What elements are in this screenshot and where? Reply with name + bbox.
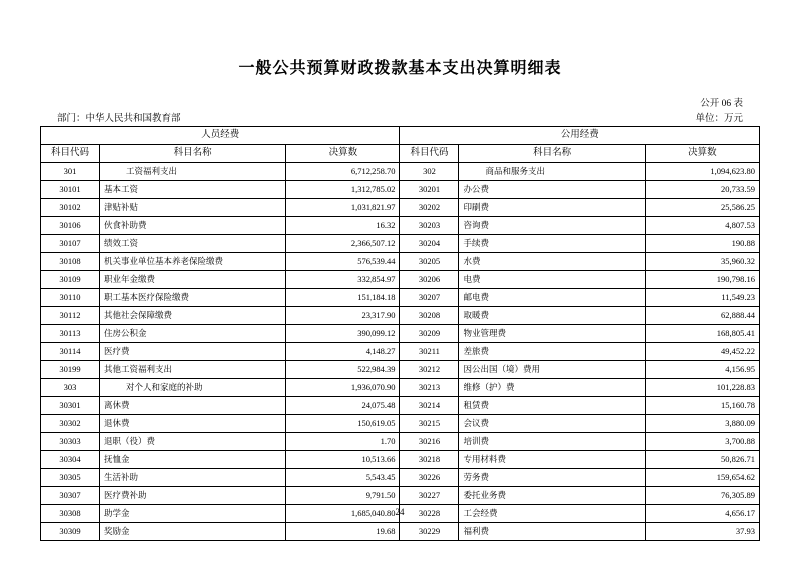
- cell-left-code: 301: [41, 163, 100, 181]
- table-row: [41, 487, 760, 505]
- cell-left-name: 对个人和家庭的补助: [99, 379, 285, 397]
- cell-right-name: 维修（护）费: [459, 379, 645, 397]
- cell-left-code: 30302: [41, 415, 100, 433]
- cell-left-name: 抚恤金: [99, 451, 285, 469]
- page-number: 24: [395, 507, 405, 517]
- cell-right-name: 办公费: [459, 181, 645, 199]
- cell-left-name: 机关事业单位基本养老保险缴费: [99, 253, 285, 271]
- cell-right-value: 76,305.89: [645, 487, 759, 505]
- cell-right-code: 30218: [400, 451, 459, 469]
- cell-left-code: 30107: [41, 235, 100, 253]
- cell-left-code: 30301: [41, 397, 100, 415]
- cell-left-value: 332,854.97: [286, 271, 400, 289]
- table-row: [41, 433, 760, 451]
- cell-left-value: 16.32: [286, 217, 400, 235]
- cell-right-value: 20,733.59: [645, 181, 759, 199]
- cell-right-code: 30227: [400, 487, 459, 505]
- cell-right-name: 委托业务费: [459, 487, 645, 505]
- table-row: [41, 379, 760, 397]
- cell-left-value: 522,984.39: [286, 361, 400, 379]
- cell-left-value: 1,312,785.02: [286, 181, 400, 199]
- cell-right-value: 159,654.62: [645, 469, 759, 487]
- column-header-right-code: 科目代码: [400, 145, 459, 163]
- cell-left-name: 其他社会保障缴费: [99, 307, 285, 325]
- cell-left-code: 30108: [41, 253, 100, 271]
- cell-right-name: 租赁费: [459, 397, 645, 415]
- cell-right-name: 电费: [459, 271, 645, 289]
- cell-right-name: 手续费: [459, 235, 645, 253]
- cell-right-value: 101,228.83: [645, 379, 759, 397]
- unit-note: 单位：万元: [695, 114, 743, 124]
- cell-left-code: 30304: [41, 451, 100, 469]
- table-row: [41, 289, 760, 307]
- cell-right-value: 1,094,623.80: [645, 163, 759, 181]
- cell-left-value: 150,619.05: [286, 415, 400, 433]
- cell-left-name: 津贴补贴: [99, 199, 285, 217]
- table-body: [41, 163, 760, 541]
- cell-right-code: 30216: [400, 433, 459, 451]
- cell-left-code: 30109: [41, 271, 100, 289]
- cell-left-code: 30113: [41, 325, 100, 343]
- cell-right-code: 30202: [400, 199, 459, 217]
- cell-right-value: 4,807.53: [645, 217, 759, 235]
- cell-left-name: 绩效工资: [99, 235, 285, 253]
- cell-right-value: 190.88: [645, 235, 759, 253]
- cell-right-value: 50,826.71: [645, 451, 759, 469]
- department-label: 部门：中华人民共和国教育部: [57, 114, 181, 124]
- table-row: [41, 469, 760, 487]
- group-header-personnel: 人员经费: [41, 127, 400, 145]
- cell-right-code: 30204: [400, 235, 459, 253]
- cell-left-code: 30101: [41, 181, 100, 199]
- column-header-right-name: 科目名称: [459, 145, 645, 163]
- table-row: [41, 343, 760, 361]
- cell-left-value: 576,539.44: [286, 253, 400, 271]
- cell-right-code: 30214: [400, 397, 459, 415]
- cell-left-name: 离休费: [99, 397, 285, 415]
- cell-right-code: 30207: [400, 289, 459, 307]
- cell-right-code: 30208: [400, 307, 459, 325]
- cell-left-code: 30199: [41, 361, 100, 379]
- cell-right-name: 水费: [459, 253, 645, 271]
- cell-left-value: 151,184.18: [286, 289, 400, 307]
- table-row: [41, 397, 760, 415]
- cell-left-code: 303: [41, 379, 100, 397]
- column-header-left-code: 科目代码: [41, 145, 100, 163]
- table-row: [41, 163, 760, 181]
- cell-left-value: 1,031,821.97: [286, 199, 400, 217]
- cell-left-code: 30110: [41, 289, 100, 307]
- cell-right-name: 专用材料费: [459, 451, 645, 469]
- cell-right-name: 取暖费: [459, 307, 645, 325]
- column-header-left-name: 科目名称: [99, 145, 285, 163]
- cell-right-name: 差旅费: [459, 343, 645, 361]
- group-header-public: 公用经费: [400, 127, 760, 145]
- cell-left-code: 30308: [41, 505, 100, 523]
- cell-left-name: 伙食补助费: [99, 217, 285, 235]
- table-row: [41, 217, 760, 235]
- cell-right-value: 3,700.88: [645, 433, 759, 451]
- cell-right-name: 会议费: [459, 415, 645, 433]
- cell-left-code: 30303: [41, 433, 100, 451]
- cell-right-name: 物业管理费: [459, 325, 645, 343]
- cell-right-value: 4,656.17: [645, 505, 759, 523]
- cell-right-code: 30228: [400, 505, 459, 523]
- cell-left-name: 医疗费补助: [99, 487, 285, 505]
- cell-right-value: 4,156.95: [645, 361, 759, 379]
- cell-left-value: 1,685,040.80: [286, 505, 400, 523]
- cell-right-value: 3,880.09: [645, 415, 759, 433]
- cell-left-name: 基本工资: [99, 181, 285, 199]
- cell-left-name: 工资福利支出: [99, 163, 285, 181]
- cell-right-code: 302: [400, 163, 459, 181]
- budget-table: [40, 126, 760, 541]
- cell-left-name: 职工基本医疗保险缴费: [99, 289, 285, 307]
- cell-right-code: 30209: [400, 325, 459, 343]
- cell-right-name: 福利费: [459, 523, 645, 541]
- cell-right-code: 30229: [400, 523, 459, 541]
- cell-left-value: 23,317.90: [286, 307, 400, 325]
- cell-right-value: 15,160.78: [645, 397, 759, 415]
- cell-left-name: 退休费: [99, 415, 285, 433]
- cell-right-value: 25,586.25: [645, 199, 759, 217]
- table-group-header-row: [41, 127, 760, 145]
- table-row: [41, 523, 760, 541]
- cell-left-code: 30305: [41, 469, 100, 487]
- cell-left-name: 职业年金缴费: [99, 271, 285, 289]
- cell-left-value: 9,791.50: [286, 487, 400, 505]
- cell-right-name: 邮电费: [459, 289, 645, 307]
- cell-right-code: 30226: [400, 469, 459, 487]
- table-row: [41, 361, 760, 379]
- cell-right-value: 190,798.16: [645, 271, 759, 289]
- cell-right-name: 咨询费: [459, 217, 645, 235]
- cell-left-value: 1.70: [286, 433, 400, 451]
- cell-left-name: 助学金: [99, 505, 285, 523]
- cell-left-name: 住房公积金: [99, 325, 285, 343]
- cell-left-value: 5,543.45: [286, 469, 400, 487]
- cell-right-name: 工会经费: [459, 505, 645, 523]
- cell-right-code: 30215: [400, 415, 459, 433]
- cell-right-name: 劳务费: [459, 469, 645, 487]
- cell-left-name: 奖励金: [99, 523, 285, 541]
- cell-left-name: 退职（役）费: [99, 433, 285, 451]
- cell-left-code: 30114: [41, 343, 100, 361]
- cell-right-value: 37.93: [645, 523, 759, 541]
- cell-right-code: 30213: [400, 379, 459, 397]
- cell-left-name: 生活补助: [99, 469, 285, 487]
- cell-right-code: 30201: [400, 181, 459, 199]
- cell-left-value: 1,936,070.90: [286, 379, 400, 397]
- cell-right-name: 培训费: [459, 433, 645, 451]
- cell-right-value: 11,549.23: [645, 289, 759, 307]
- cell-right-code: 30211: [400, 343, 459, 361]
- cell-left-code: 30307: [41, 487, 100, 505]
- cell-left-name: 其他工资福利支出: [99, 361, 285, 379]
- table-row: [41, 199, 760, 217]
- cell-right-name: 印刷费: [459, 199, 645, 217]
- cell-left-code: 30106: [41, 217, 100, 235]
- cell-right-value: 49,452.22: [645, 343, 759, 361]
- table-row: [41, 181, 760, 199]
- column-header-right-value: 决算数: [645, 145, 759, 163]
- table-row: [41, 253, 760, 271]
- cell-left-code: 30112: [41, 307, 100, 325]
- table-row: [41, 235, 760, 253]
- publication-number: 公开 06 表: [700, 99, 743, 109]
- cell-right-code: 30206: [400, 271, 459, 289]
- table-row: [41, 325, 760, 343]
- cell-left-name: 医疗费: [99, 343, 285, 361]
- cell-left-value: 24,075.48: [286, 397, 400, 415]
- cell-left-value: 390,099.12: [286, 325, 400, 343]
- cell-left-value: 19.68: [286, 523, 400, 541]
- cell-left-code: 30309: [41, 523, 100, 541]
- table-row: [41, 307, 760, 325]
- cell-left-code: 30102: [41, 199, 100, 217]
- cell-left-value: 2,366,507.12: [286, 235, 400, 253]
- cell-left-value: 6,712,258.70: [286, 163, 400, 181]
- cell-left-value: 10,513.66: [286, 451, 400, 469]
- cell-right-value: 168,805.41: [645, 325, 759, 343]
- page-title: 一般公共预算财政拨款基本支出决算明细表: [238, 60, 562, 77]
- cell-right-value: 35,960.32: [645, 253, 759, 271]
- cell-right-code: 30212: [400, 361, 459, 379]
- cell-left-value: 4,148.27: [286, 343, 400, 361]
- cell-right-code: 30203: [400, 217, 459, 235]
- table-row: [41, 271, 760, 289]
- cell-right-value: 62,888.44: [645, 307, 759, 325]
- cell-right-code: 30205: [400, 253, 459, 271]
- table-row: [41, 415, 760, 433]
- table-row: [41, 451, 760, 469]
- cell-right-name: 商品和服务支出: [459, 163, 645, 181]
- cell-right-name: 因公出国（境）费用: [459, 361, 645, 379]
- column-header-left-value: 决算数: [286, 145, 400, 163]
- table-column-header-row: [41, 145, 760, 163]
